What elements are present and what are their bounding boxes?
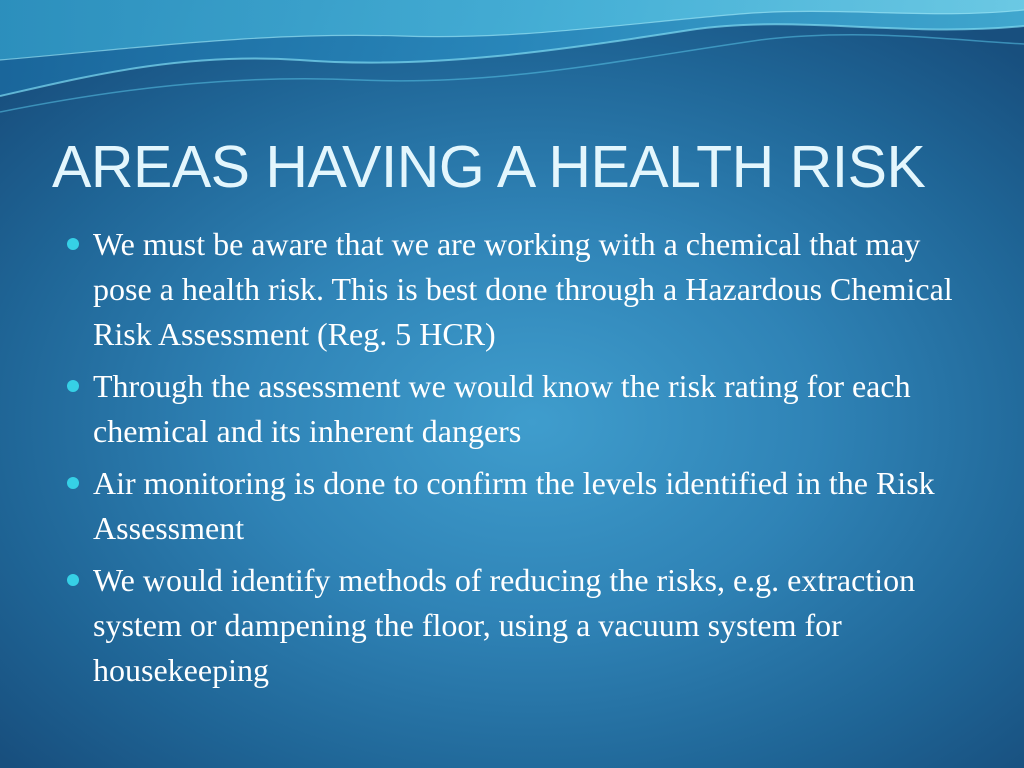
bullet-item (64, 364, 974, 454)
wave-decoration (0, 0, 1024, 130)
bullet-icon (67, 574, 79, 586)
bullet-icon (67, 238, 79, 250)
bullet-text: Through the assessment we would know the risk rating for each chemical and its inherent dangers (93, 368, 911, 449)
slide-title: AREAS HAVING A HEALTH RISK (52, 134, 926, 200)
bullet-list (64, 222, 974, 700)
bullet-item (64, 461, 974, 551)
bullet-text: We must be aware that we are working with a chemical that may pose a health risk. This is best done through a Hazardous Chemical Risk Assessment (Reg. 5 HCR) (93, 226, 953, 352)
bullet-text: Air monitoring is done to confirm the levels identified in the Risk Assessment (93, 465, 935, 546)
bullet-item (64, 558, 974, 693)
bullet-item (64, 222, 974, 357)
bullet-text: We would identify methods of reducing the risks, e.g. extraction system or dampening the floor, using a vacuum system for housekeeping (93, 562, 916, 688)
bullet-icon (67, 477, 79, 489)
bullet-icon (67, 380, 79, 392)
